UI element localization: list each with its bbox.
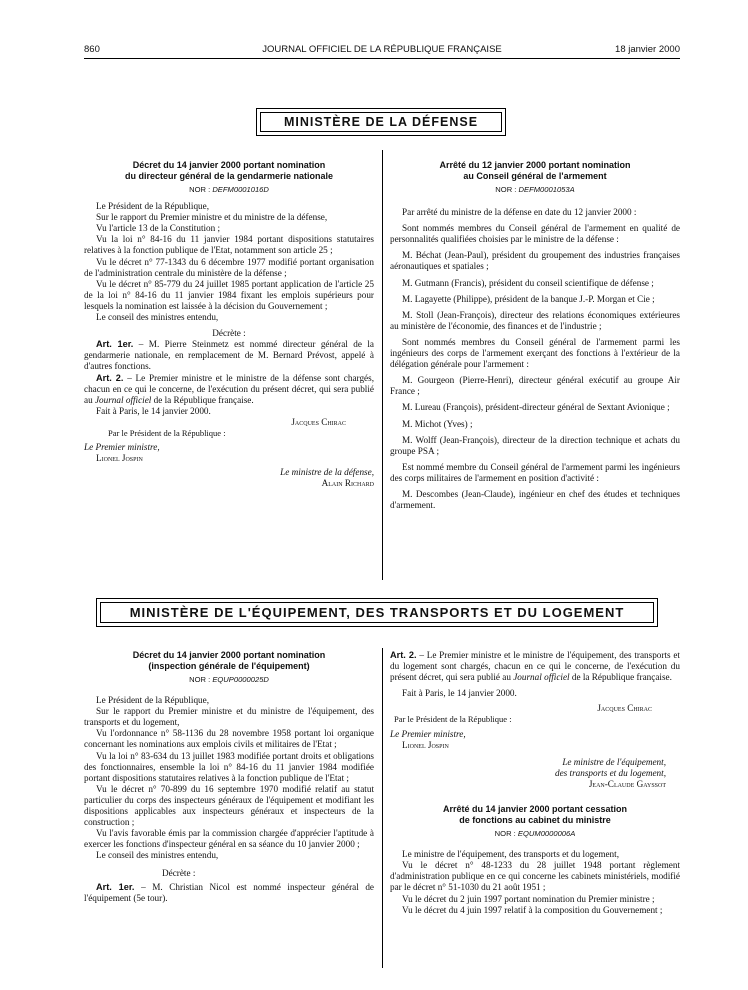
nor-label: NOR :	[189, 185, 211, 194]
ministry-defense-title: MINISTÈRE DE LA DÉFENSE	[260, 112, 502, 132]
fait-a-paris: Fait à Paris, le 14 janvier 2000.	[96, 405, 211, 416]
ministry-equipement-title: MINISTÈRE DE L'ÉQUIPEMENT, DES TRANSPORTS ET DU LOGEMENT	[100, 602, 654, 623]
nor-code: DEFM0001053A	[518, 185, 575, 194]
journal-title: JOURNAL OFFICIEL DE LA RÉPUBLIQUE FRANÇAISE	[262, 44, 502, 55]
article-2	[390, 650, 680, 683]
paragraph: Le ministre de l'équipement, des transports et du logement,	[402, 849, 619, 860]
decret-inspection	[84, 650, 374, 904]
pm-name: Lionel Jospin	[402, 739, 449, 750]
signature-president: Jacques Chirac	[291, 416, 346, 427]
arrete2-title	[390, 804, 680, 825]
minister-name: Alain Richard	[321, 478, 374, 489]
article-label: Art. 1er.	[96, 881, 135, 892]
article-1	[84, 882, 374, 904]
arrete1-title-line2: au Conseil général de l'armement	[463, 170, 607, 181]
decrete: Décrète :	[162, 867, 196, 878]
signature-president: Jacques Chirac	[597, 703, 652, 714]
article-label: Art. 2.	[390, 650, 417, 660]
article-label: Art. 2.	[96, 372, 124, 383]
decret2-nor	[84, 674, 374, 685]
member-entry: M. Descombes (Jean-Claude), ingénieur en chef des études et techniques d'armement.	[390, 488, 680, 511]
arrete1-nor	[390, 184, 680, 195]
minister-title: Le ministre de la défense,	[280, 467, 374, 478]
header-rule	[84, 58, 680, 59]
column-divider	[382, 150, 383, 580]
paragraph: Vu l'article 13 de la Constitution ;	[96, 223, 221, 234]
nor-code: EQUP0000025D	[212, 675, 269, 684]
decret2-title-line2: (inspection générale de l'équipement)	[148, 660, 310, 671]
paragraph: Sur le rapport du Premier ministre et du ministre de la défense,	[96, 212, 328, 223]
paragraph: Vu la loi n° 83-634 du 13 juillet 1983 modifiée portant droits et obligations des fonctionnaires, ensemble la loi n° 84-16 du 11 janvier 1984 modifiée portant dispositions statutaires relatives à la fonction publique de l'Etat ;	[84, 750, 374, 783]
journal-ref: Journal officiel	[94, 394, 152, 405]
fait-a-paris: Fait à Paris, le 14 janvier 2000.	[402, 688, 517, 699]
decret-gendarmerie	[84, 160, 374, 489]
pm-name: Lionel Jospin	[96, 453, 143, 464]
par-le-president: Par le Président de la République :	[108, 427, 226, 438]
article-text: – Le Premier ministre et le ministre de la défense sont chargés, chacun en ce qui le concerne, de l'exécution du présent décret, qui sera publié au	[84, 372, 374, 405]
pm-title: Le Premier ministre,	[390, 728, 466, 739]
page-number: 860	[84, 44, 100, 55]
paragraph: Le conseil des ministres entendu,	[96, 312, 219, 323]
paragraph: Vu le décret n° 48-1233 du 28 juillet 1948 portant règlement d'administration publique en ce qui concerne les cabinets ministériels, modifié par le décret n° 51-1030 du 21 août 1951 ;	[390, 860, 680, 893]
arrete1-title-line1: Arrêté du 12 janvier 2000 portant nomination	[439, 160, 631, 170]
paragraph: Le Président de la République,	[96, 201, 210, 212]
article-text: – M. Pierre Steinmetz est nommé directeur général de la gendarmerie nationale, en remplacement de M. Bernard Prévost, appelé à d'autres fonctions.	[84, 339, 375, 372]
nor-label: NOR :	[495, 185, 517, 194]
column-divider	[382, 648, 383, 968]
arrete2-nor	[390, 828, 680, 839]
paragraph: Vu l'ordonnance n° 58-1136 du 28 novembre 1958 portant loi organique concernant les nominations aux emplois civils et militaires de l'Etat ;	[84, 728, 374, 750]
article-2	[84, 373, 374, 406]
decret2-title-line1: Décret du 14 janvier 2000 portant nomination	[132, 650, 326, 660]
nor-label: NOR :	[494, 829, 516, 839]
nor-code: DEFM0001016D	[212, 185, 269, 194]
minister-title-line2: des transports et du logement,	[554, 767, 666, 778]
article-1	[84, 339, 374, 372]
arrete1-title	[390, 160, 680, 181]
paragraph: Vu le décret du 2 juin 1997 portant nomination du Premier ministre ;	[402, 893, 655, 904]
member-entry: M. Wolff (Jean-François), directeur de la direction technique et achats du groupe PSA ;	[390, 434, 680, 456]
ministry-equipement-heading	[96, 598, 658, 627]
member-entry: M. Michot (Yves) ;	[402, 418, 473, 429]
ministry-defense-heading	[256, 108, 506, 136]
journal-ref: Journal officiel	[513, 672, 570, 683]
decret1-title-line2: du directeur général de la gendarmerie nationale	[124, 170, 334, 181]
decret1-title-line1: Décret du 14 janvier 2000 portant nomination	[132, 160, 326, 170]
paragraph: Sont nommés membres du Conseil général de l'armement parmi les ingénieurs des corps de l'armement exerçant des fonctions à l'extérieur de la délégation générale pour l'armement :	[390, 336, 680, 370]
paragraph: Est nommé membre du Conseil général de l'armement parmi les ingénieurs des corps militaires de l'armement en position d'activité :	[390, 461, 680, 483]
paragraph: Vu la loi n° 84-16 du 11 janvier 1984 portant dispositions statutaires relatives à la fonction publique de l'Etat, notamment son article 25 ;	[84, 234, 374, 256]
member-entry: M. Gourgeon (Pierre-Henri), directeur général exécutif au groupe Air France ;	[390, 375, 680, 397]
member-entry: M. Stoll (Jean-François), directeur des relations économiques extérieures au ministère de l'économie, des finances et de l'industrie ;	[390, 309, 680, 331]
decret1-title	[84, 160, 374, 181]
arrete-armement	[390, 160, 680, 511]
paragraph: Sont nommés membres du Conseil général de l'armement en qualité de personnalités qualifiées choisies par le ministre de la défense :	[390, 223, 680, 245]
member-entry: M. Lureau (François), président-directeur général de Sextant Avionique ;	[402, 402, 670, 413]
nor-code: EQUM0000006A	[517, 829, 576, 839]
paragraph: Le Président de la République,	[96, 695, 210, 706]
member-entry: M. Gutmann (Francis), président du conseil scientifique de défense ;	[402, 277, 654, 288]
paragraph: Vu le décret n° 70-899 du 16 septembre 1970 modifié relatif au statut particulier du corps des inspecteurs généraux de l'équipement et modifiant les dispositions applicables aux inspecteurs généraux et inspecteurs de la construction ;	[84, 783, 374, 828]
paragraph: Sur le rapport du Premier ministre et du ministre de l'équipement, des transports et du logement,	[84, 706, 374, 728]
arrete2-title-line1: Arrêté du 14 janvier 2000 portant cessation	[442, 804, 628, 815]
paragraph: Vu le décret n° 77-1343 du 6 décembre 1977 modifié portant organisation de l'administration centrale du ministère de la défense ;	[84, 256, 374, 278]
member-entry: M. Béchat (Jean-Paul), président du groupement des industries françaises aéronautiques et spatiales ;	[390, 250, 680, 272]
paragraph: Vu l'avis favorable émis par la commission chargée d'apprécier l'aptitude à exercer les fonctions d'inspecteur général en sa séance du 10 janvier 2000 ;	[84, 828, 374, 850]
decrete: Décrète :	[212, 328, 246, 339]
article-text: de la République française.	[151, 394, 254, 405]
decret2-title	[84, 650, 374, 671]
article-label: Art. 1er.	[96, 339, 134, 350]
minister-title-line1: Le ministre de l'équipement,	[562, 756, 666, 767]
article-text: – Le Premier ministre et le ministre de l'équipement, des transports et du logement sont chargés, chacun en ce qui le concerne, de l'exécution du présent décret, qui sera publié au	[390, 650, 680, 683]
arrete2-title-line2: de fonctions au cabinet du ministre	[459, 814, 611, 825]
par-le-president: Par le Président de la République :	[394, 714, 512, 725]
decret1-nor	[84, 184, 374, 195]
article-text: de la République française.	[569, 672, 672, 683]
minister-name: Jean-Claude Gayssot	[588, 778, 666, 789]
decret-inspection-continued	[390, 650, 680, 916]
article-text: – M. Christian Nicol est nommé inspecteur général de l'équipement (5e tour).	[84, 881, 374, 903]
nor-label: NOR :	[189, 675, 211, 684]
paragraph: Vu le décret du 4 juin 1997 relatif à la composition du Gouvernement ;	[402, 904, 663, 915]
paragraph: Vu le décret n° 85-779 du 24 juillet 1985 portant application de l'article 25 de la loi n° 84-16 du 11 janvier 1984 fixant les emplois supérieurs pour lesquels la nomination est laissée à la décision du Gouvernement ;	[84, 278, 374, 311]
member-entry: M. Lagayette (Philippe), président de la banque J.-P. Morgan et Cie ;	[402, 293, 655, 304]
paragraph: Le conseil des ministres entendu,	[96, 850, 219, 861]
pm-title: Le Premier ministre,	[84, 442, 160, 453]
paragraph: Par arrêté du ministre de la défense en date du 12 janvier 2000 :	[402, 207, 637, 218]
issue-date: 18 janvier 2000	[615, 44, 680, 55]
